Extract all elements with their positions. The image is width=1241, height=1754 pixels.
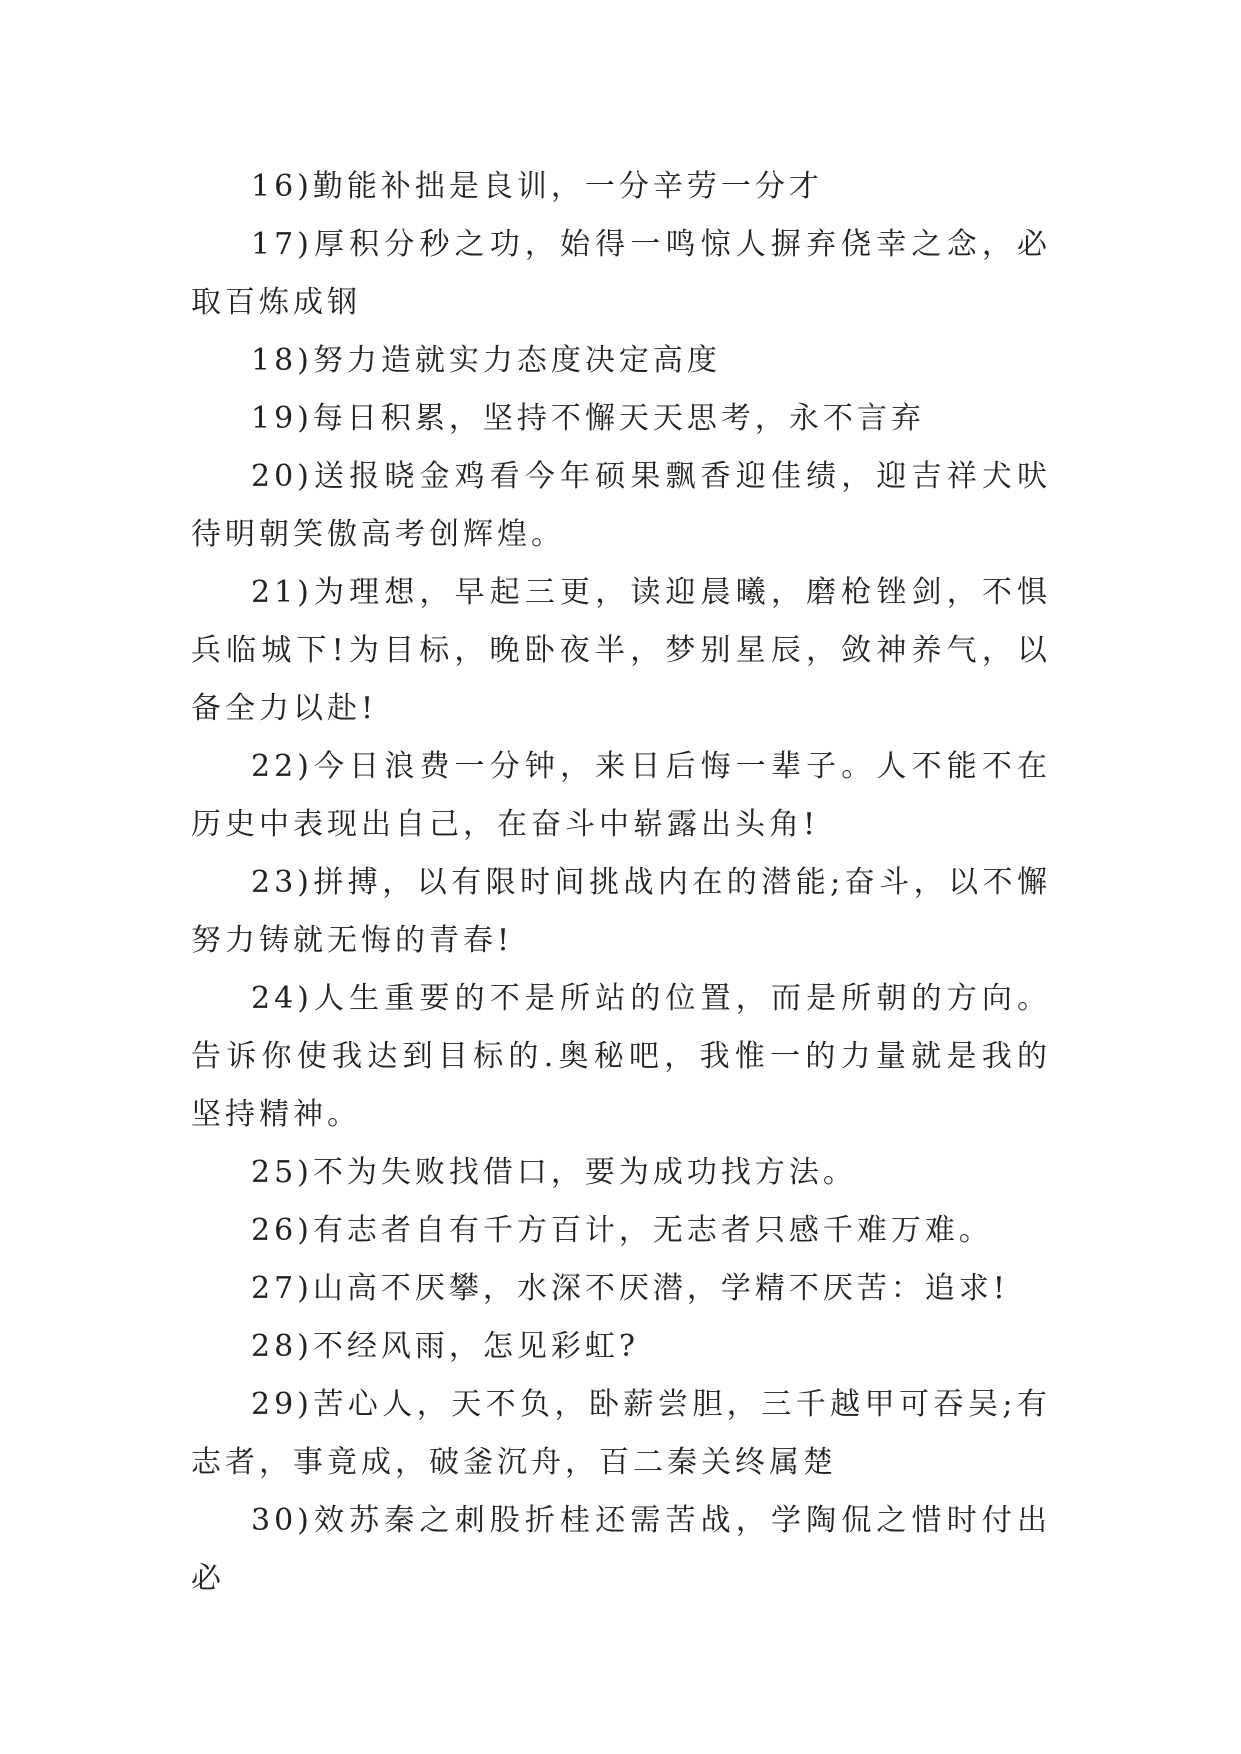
- paragraph-25: 25)不为失败找借口，要为成功找方法。: [251, 1155, 857, 1190]
- paragraph-18: 18)努力造就实力态度决定高度: [251, 343, 721, 378]
- paragraph-30: 30)效苏秦之刺股折桂还需苦战，学陶侃之惜时付出必: [191, 1503, 1051, 1596]
- paragraph-29: 29)苦心人，天不负，卧薪尝胆，三千越甲可吞吴;有志者，事竟成，破釜沉舟，百二秦关终属楚: [191, 1387, 1051, 1480]
- paragraph-17: 17)厚积分秒之功，始得一鸣惊人摒弃侥幸之念，必取百炼成钢: [191, 227, 1051, 320]
- paragraph-21: 21)为理想，早起三更，读迎晨曦，磨枪锉剑，不惧兵临城下!为目标，晚卧夜半，梦别星辰，敛神养气，以备全力以赴!: [191, 575, 1051, 726]
- paragraph-23: 23)拼搏，以有限时间挑战内在的潜能;奋斗，以不懈努力铸就无悔的青春!: [191, 865, 1051, 958]
- paragraph-26: 26)有志者自有千方百计，无志者只感千难万难。: [251, 1213, 993, 1248]
- document-body: [191, 158, 1051, 1608]
- paragraph-24: 24)人生重要的不是所站的位置，而是所朝的方向。告诉你使我达到目标的.奥秘吧，我惟一的力量就是我的坚持精神。: [191, 981, 1051, 1132]
- paragraph-20: 20)送报晓金鸡看今年硕果飘香迎佳绩，迎吉祥犬吠待明朝笑傲高考创辉煌。: [191, 459, 1051, 552]
- paragraph-28: 28)不经风雨，怎见彩虹?: [251, 1329, 639, 1364]
- paragraph-19: 19)每日积累，坚持不懈天天思考，永不言弃: [251, 401, 925, 436]
- paragraph-22: 22)今日浪费一分钟，来日后悔一辈子。人不能不在历史中表现出自己，在奋斗中崭露出头角!: [191, 749, 1051, 842]
- paragraph-16: 16)勤能补拙是良训，一分辛劳一分才: [251, 169, 823, 204]
- paragraph-27: 27)山高不厌攀，水深不厌潜，学精不厌苦：追求!: [251, 1271, 1009, 1306]
